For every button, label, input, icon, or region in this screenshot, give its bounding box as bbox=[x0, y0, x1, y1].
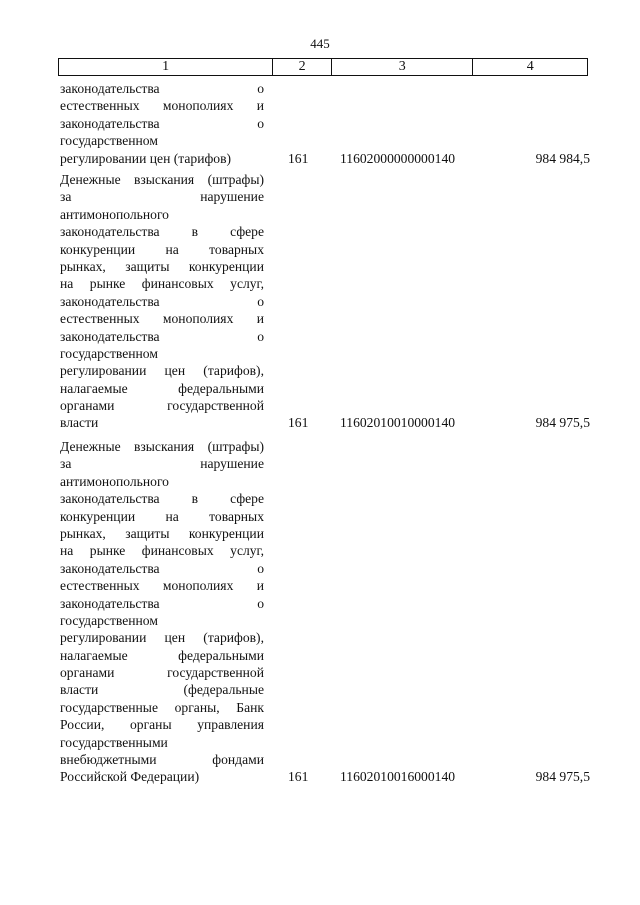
amount: 984 984,5 bbox=[535, 150, 590, 166]
description-line bbox=[60, 80, 264, 97]
description-word: финансовых bbox=[141, 276, 214, 292]
description-word: о bbox=[257, 595, 264, 611]
description-word: за bbox=[60, 456, 72, 472]
description-line bbox=[60, 542, 264, 559]
description-word: государственной bbox=[167, 665, 264, 681]
description-line bbox=[60, 241, 264, 258]
description-word: сфере bbox=[230, 491, 264, 507]
description-line bbox=[60, 595, 264, 612]
admin-code: 161 bbox=[288, 150, 309, 166]
amount: 984 975,5 bbox=[535, 769, 590, 785]
description-line bbox=[60, 397, 264, 414]
description-line bbox=[60, 473, 264, 490]
description-word: федеральными bbox=[178, 380, 264, 396]
description-line bbox=[60, 647, 264, 664]
description-line bbox=[60, 490, 264, 507]
description-line bbox=[60, 664, 264, 681]
description-word: нарушение bbox=[200, 456, 264, 472]
description-line bbox=[60, 150, 264, 167]
description-word: государственной bbox=[167, 398, 264, 414]
header-col-2: 2 bbox=[272, 59, 331, 75]
table-row bbox=[60, 80, 590, 167]
description-word: органы, bbox=[174, 699, 220, 715]
description-word: государственными bbox=[60, 734, 168, 750]
description-word: цен bbox=[164, 363, 186, 379]
description-word: и bbox=[256, 578, 264, 594]
amount: 984 975,5 bbox=[535, 415, 590, 431]
description-word: власти bbox=[60, 415, 99, 431]
description-word: о bbox=[257, 328, 264, 344]
description-word: взыскания bbox=[134, 172, 195, 187]
budget-classification-code: 11602010010000140 bbox=[340, 415, 456, 431]
description-word: естественных bbox=[60, 98, 140, 114]
description-word: законодательства bbox=[60, 115, 160, 131]
description-line bbox=[60, 681, 264, 698]
description-word: рынках, bbox=[60, 525, 106, 541]
budget-classification-code: 11602010016000140 bbox=[340, 769, 456, 785]
description-word: законодательства bbox=[60, 224, 160, 240]
description-word: (тарифов) bbox=[170, 150, 232, 166]
description-word: рынке bbox=[89, 276, 126, 292]
description-word: и bbox=[256, 311, 264, 327]
description-word: законодательства bbox=[60, 328, 160, 344]
description-word: о bbox=[257, 293, 264, 309]
description-word: регулировании bbox=[60, 363, 147, 379]
description-word: конкуренции bbox=[188, 258, 264, 274]
description-word: налагаемые bbox=[60, 647, 128, 663]
description-word: нарушение bbox=[200, 189, 264, 205]
description-line bbox=[60, 328, 264, 345]
description-word: товарных bbox=[209, 508, 264, 524]
description-word: за bbox=[60, 189, 72, 205]
description-word: внебюджетными bbox=[60, 752, 157, 768]
description-line bbox=[60, 577, 264, 594]
description-word: на bbox=[165, 241, 179, 257]
header-col-4: 4 bbox=[472, 59, 587, 75]
description-word: законодательства bbox=[60, 560, 160, 576]
description-word: государственном bbox=[60, 133, 158, 149]
description-word: финансовых bbox=[141, 543, 214, 559]
description-line bbox=[60, 258, 264, 275]
description-line bbox=[60, 97, 264, 114]
description-word: федеральными bbox=[178, 647, 264, 663]
description-line bbox=[60, 612, 264, 629]
description-word: услуг, bbox=[230, 276, 264, 292]
description-line bbox=[60, 455, 264, 472]
description-word: о bbox=[257, 115, 264, 131]
description-word: естественных bbox=[60, 578, 140, 594]
description-word: России, bbox=[60, 717, 105, 733]
description-word: законодательства bbox=[60, 595, 160, 611]
table-row bbox=[60, 171, 590, 432]
description-word: регулировании bbox=[60, 630, 147, 646]
description-word: налагаемые bbox=[60, 380, 128, 396]
description-line bbox=[60, 362, 264, 379]
description-word: законодательства bbox=[60, 293, 160, 309]
description-word: Денежные bbox=[60, 439, 121, 454]
description-word: регулировании bbox=[60, 150, 147, 166]
description-line bbox=[60, 734, 264, 751]
table-row bbox=[60, 438, 590, 786]
description-line bbox=[60, 414, 264, 431]
budget-classification-code: 11602000000000140 bbox=[340, 150, 456, 166]
description-line bbox=[60, 293, 264, 310]
description-word: (тарифов), bbox=[203, 630, 264, 646]
row-description bbox=[60, 438, 264, 786]
description-word: монополиях bbox=[162, 98, 234, 114]
description-word: о bbox=[257, 81, 264, 96]
description-word: рынках, bbox=[60, 258, 106, 274]
description-word: в bbox=[191, 224, 199, 240]
description-word: конкуренции bbox=[188, 525, 264, 541]
description-word: и bbox=[256, 98, 264, 114]
description-line bbox=[60, 115, 264, 132]
description-word: защиты bbox=[125, 525, 170, 541]
description-line bbox=[60, 716, 264, 733]
admin-code: 161 bbox=[288, 769, 309, 785]
description-word: естественных bbox=[60, 311, 140, 327]
description-line bbox=[60, 132, 264, 149]
row-description bbox=[60, 80, 264, 167]
description-word: на bbox=[60, 543, 74, 559]
description-word: сфере bbox=[230, 224, 264, 240]
description-word: услуг, bbox=[230, 543, 264, 559]
description-word: (штрафы) bbox=[207, 172, 264, 187]
description-word: власти bbox=[60, 682, 99, 698]
description-word: цен bbox=[164, 630, 186, 646]
page-number: 445 bbox=[310, 36, 330, 51]
description-line bbox=[60, 560, 264, 577]
description-line bbox=[60, 345, 264, 362]
description-line bbox=[60, 275, 264, 292]
row-description bbox=[60, 171, 264, 432]
description-line bbox=[60, 525, 264, 542]
description-line bbox=[60, 380, 264, 397]
description-word: фондами bbox=[212, 752, 264, 768]
header-col-1: 1 bbox=[162, 59, 170, 74]
description-word: (штрафы) bbox=[207, 439, 264, 454]
description-word: взыскания bbox=[134, 439, 195, 454]
description-word: конкуренции bbox=[60, 241, 136, 257]
description-line bbox=[60, 508, 264, 525]
description-word: антимонопольного bbox=[60, 473, 169, 489]
description-word: на bbox=[60, 276, 74, 292]
description-word: органами bbox=[60, 398, 115, 414]
table-header bbox=[58, 58, 588, 76]
admin-code: 161 bbox=[288, 415, 309, 431]
description-word: управления bbox=[197, 717, 264, 733]
description-word: государственном bbox=[60, 612, 158, 628]
description-word: антимонопольного bbox=[60, 206, 169, 222]
description-word: товарных bbox=[209, 241, 264, 257]
description-line bbox=[60, 171, 264, 188]
description-word: (федеральные bbox=[183, 682, 264, 698]
description-line bbox=[60, 438, 264, 455]
description-word: в bbox=[191, 491, 199, 507]
description-word: Российской bbox=[60, 769, 127, 785]
description-line bbox=[60, 768, 264, 785]
description-word: государственные bbox=[60, 699, 158, 715]
description-word: (тарифов), bbox=[203, 363, 264, 379]
header-col-3: 3 bbox=[331, 59, 472, 75]
description-word: защиты bbox=[125, 258, 170, 274]
description-word: на bbox=[165, 508, 179, 524]
description-word: цен bbox=[146, 150, 171, 166]
description-line bbox=[60, 223, 264, 240]
description-word: конкуренции bbox=[60, 508, 136, 524]
description-line bbox=[60, 310, 264, 327]
description-line bbox=[60, 699, 264, 716]
description-word: органами bbox=[60, 665, 115, 681]
description-word: рынке bbox=[89, 543, 126, 559]
description-word: законодательства bbox=[60, 81, 160, 96]
description-word: Федерации) bbox=[127, 769, 200, 785]
description-line bbox=[60, 188, 264, 205]
description-word: монополиях bbox=[162, 311, 234, 327]
description-word: органы bbox=[129, 717, 172, 733]
description-word: монополиях bbox=[162, 578, 234, 594]
description-word: государственном bbox=[60, 345, 158, 361]
description-word: законодательства bbox=[60, 491, 160, 507]
description-word: Банк bbox=[236, 699, 264, 715]
description-word: о bbox=[257, 560, 264, 576]
description-line bbox=[60, 206, 264, 223]
description-line bbox=[60, 751, 264, 768]
description-word: Денежные bbox=[60, 172, 121, 187]
description-line bbox=[60, 629, 264, 646]
